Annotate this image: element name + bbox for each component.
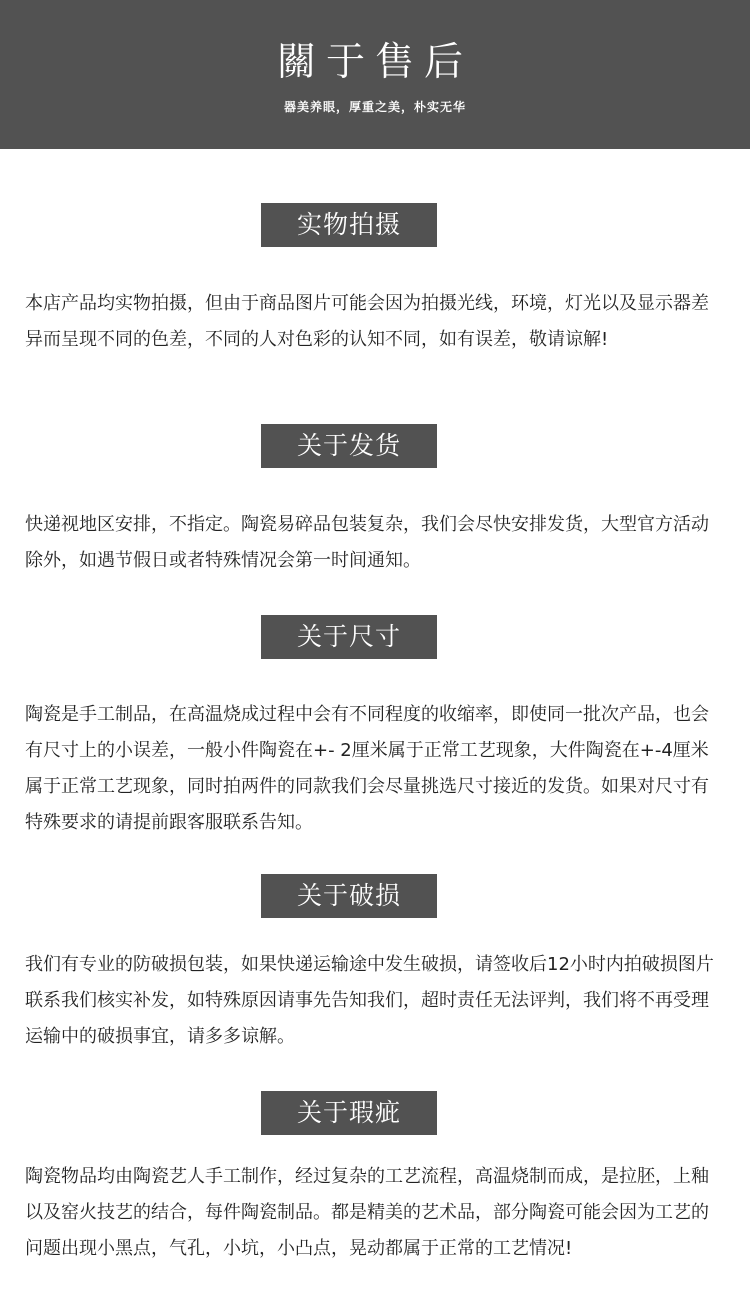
section-body-shipping: 快递视地区安排，不指定。陶瓷易碎品包装复杂，我们会尽快安排发货，大型官方活动除外，如遇节假日或者特殊情况会第一时间通知。 (25, 514, 709, 571)
section-title-damage: 关于破损 (261, 874, 437, 918)
page-title: 關于售后 (276, 40, 473, 85)
section-title-defects: 关于瑕疵 (261, 1091, 437, 1135)
page-subtitle: 器美养眼，厚重之美，朴实无华 (283, 100, 466, 114)
header-banner (0, 0, 750, 149)
section-title-shipping: 关于发货 (261, 424, 437, 468)
section-body-photography: 本店产品均实物拍摄，但由于商品图片可能会因为拍摄光线，环境，灯光以及显示器差异而呈现不同的色差，不同的人对色彩的认知不同，如有误差，敬请谅解! (25, 293, 709, 350)
section-title-photography: 实物拍摄 (261, 203, 437, 247)
section-body-defects: 陶瓷物品均由陶瓷艺人手工制作，经过复杂的工艺流程，高温烧制而成，是拉胚，上釉以及窑火技艺的结合，每件陶瓷制品。都是精美的艺术品，部分陶瓷可能会因为工艺的问题出现小黑点，气孔，小坑，小凸点，晃动都属于正常的工艺情况! (25, 1166, 709, 1259)
section-body-damage: 我们有专业的防破损包装，如果快递运输途中发生破损，请签收后12小时内拍破损图片联系我们核实补发，如特殊原因请事先告知我们，超时责任无法评判，我们将不再受理运输中的破损事宜，请多多谅解。 (25, 954, 714, 1047)
section-body-size: 陶瓷是手工制品，在高温烧成过程中会有不同程度的收缩率，即使同一批次产品，也会有尺寸上的小误差，一般小件陶瓷在+- 2厘米属于正常工艺现象，大件陶瓷在+-4厘米属于正常工艺现象，同时拍两件的同款我们会尽量挑选尺寸接近的发货。如果对尺寸有特殊要求的请提前跟客服联系告知。 (25, 704, 709, 833)
section-title-size: 关于尺寸 (261, 615, 437, 659)
